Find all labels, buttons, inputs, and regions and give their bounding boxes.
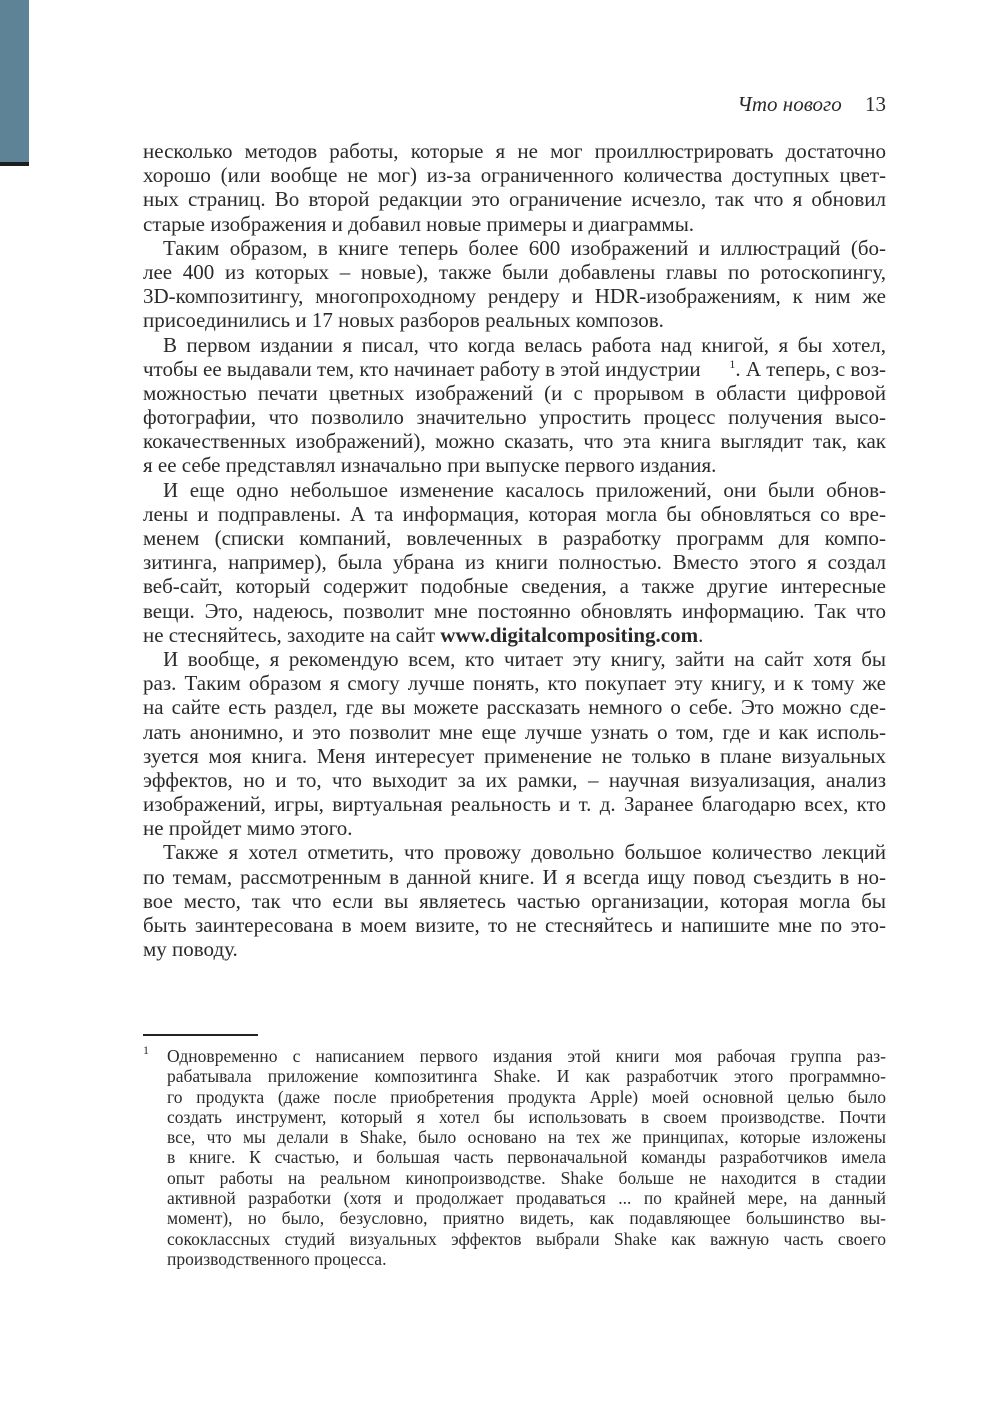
paragraph [143, 236, 886, 333]
text-line [143, 623, 886, 647]
paragraph [143, 139, 886, 236]
text-line: веб-сайт, который содержит подобные сведения, а также другие интересные [143, 574, 886, 599]
chapter-tab-edge [0, 162, 29, 166]
footnote-line: опыт работы на реальном кинопроизводстве. Shake больше не находится в стадии [167, 1167, 886, 1188]
text-line: ных страниц. Во второй редакции это ограничение исчезло, так что я обновил [143, 187, 886, 212]
text-line: эффектов, но и то, что выходит за их рамки, – научная визуализация, анализ [143, 767, 886, 792]
paragraph [143, 478, 886, 647]
text-line-head: не стесняйтесь, заходите на сайт [143, 622, 441, 647]
footnote-line: активной разработки (хотя и продолжает продаваться ... по крайней мере, на данный [167, 1188, 886, 1209]
footnote-line: сококлассных студий визуальных эффектов выбрали Shake как важную часть своего [167, 1228, 886, 1249]
text-line: лены и подправлены. А та информация, которая могла бы обновляться со вре- [143, 501, 886, 526]
text-line: присоединились и 17 новых разборов реальных композов. [143, 308, 664, 333]
text-line: несколько методов работы, которые я не мог проиллюстрировать достаточно [143, 139, 886, 163]
footnote-reference[interactable]: 1 [729, 356, 736, 371]
text-line: В первом издании я писал, что когда велась работа над книгой, я бы хотел, [163, 332, 886, 357]
text-line: не пройдет мимо этого. [143, 816, 353, 841]
text-line-tail: . [698, 622, 704, 647]
text-line: по темам, рассмотренным в данной книге. И я всегда ищу повод съездить в но- [143, 864, 886, 889]
text-line: зитинга, например), была убрана из книги полностью. Вместо этого я создал [143, 550, 886, 575]
text-line: старые изображения и добавил новые примеры и диаграммы. [143, 211, 695, 236]
footnote-number: 1 [143, 1043, 149, 1057]
body-text [143, 139, 886, 961]
text-line: я ее себе представлял изначально при выпуске первого издания. [143, 453, 717, 478]
footnote-line: Одновременно с написанием первого издания этой книги моя рабочая группа раз- [167, 1046, 886, 1066]
footnote-line: го продукта (даже после приобретения продукта Apple) моей основной целью было [167, 1086, 886, 1107]
running-head-title: Что нового [737, 92, 842, 116]
paragraph [143, 840, 886, 961]
footnote-body [167, 1046, 886, 1269]
text-line: хорошо (или вообще не мог) из-за ограниченного количества доступных цвет- [143, 163, 886, 188]
paragraph [143, 647, 886, 841]
text-line-tail: . А теперь, с воз- [735, 356, 886, 381]
text-line: вое место, так что если вы являетесь частью организации, которая могла бы [143, 888, 886, 913]
page-number: 13 [865, 92, 886, 116]
footnote-line: создать инструмент, который я хотел бы использовать в своем производстве. Почти [167, 1106, 886, 1127]
footnote-line: рабатывала приложение композитинга Shake. И как разработчик этого программно- [167, 1066, 886, 1087]
text-line: Таким образом, в книге теперь более 600 изображений и иллюстраций (бо- [163, 235, 886, 260]
text-line: менем (списки компаний, вовлеченных в разработку программ для компо- [143, 526, 886, 550]
text-line: И еще одно небольшое изменение касалось приложений, они были обнов- [163, 477, 886, 502]
text-line: 3D-композитингу, многопроходному рендеру и HDR-изображениям, к ним же [143, 284, 886, 309]
text-line: зуется моя книга. Меня интересует применение не только в плане визуальных [143, 743, 886, 768]
text-line: изображений, игры, виртуальная реальность и т. д. Заранее благодарю всех, кто [143, 792, 886, 817]
website-link[interactable]: www.digitalcompositing.com [440, 622, 699, 647]
text-line: лее 400 из которых – новые), также были добавлены главы по ротоскопингу, [143, 259, 886, 284]
text-line-head: чтобы ее выдавали тем, кто начинает работу в этой индустрии [143, 356, 701, 381]
footnote-line: производственного процесса. [167, 1248, 387, 1269]
text-line: кокачественных изображений), можно сказать, что эта книга выглядит так, как [143, 429, 886, 454]
text-line: И вообще, я рекомендую всем, кто читает эту книгу, зайти на сайт хотя бы [163, 646, 886, 671]
text-line: на сайте есть раздел, где вы можете рассказать немного о себе. Это можно сде- [143, 695, 886, 720]
running-head [737, 92, 886, 117]
text-line: му поводу. [143, 937, 238, 962]
paragraph [143, 333, 886, 478]
footnote-divider [143, 1034, 258, 1036]
text-line: можностью печати цветных изображений (и с прорывом в области цифровой [143, 380, 886, 405]
text-line [143, 357, 886, 381]
text-line: фотографии, что позволило значительно упростить процесс получения высо- [143, 405, 886, 430]
text-line: Также я хотел отметить, что провожу довольно большое количество лекций [163, 840, 886, 865]
footnote-line: в книге. К счастью, и большая часть первоначальной команды разработчиков имела [167, 1147, 886, 1168]
text-line: быть заинтересована в моем визите, то не стесняйтесь и напишите мне по это- [143, 913, 886, 937]
footnote-line: момент), но было, безусловно, приятно видеть, как подавляющее большинство вы- [167, 1208, 886, 1229]
text-line: раз. Таким образом я смогу лучше понять, кто покупает эту книгу, и к тому же [143, 671, 886, 696]
footnote-line: все, что мы делали в Shake, было основано на тех же принципах, которые изложены [167, 1127, 886, 1148]
text-line: лать анонимно, и это позволит мне еще лучше узнать о том, где и как исполь- [143, 719, 886, 744]
chapter-tab-marker [0, 0, 29, 162]
text-line: вещи. Это, надеюсь, позволит мне постоянно обновлять информацию. Так что [143, 598, 886, 623]
